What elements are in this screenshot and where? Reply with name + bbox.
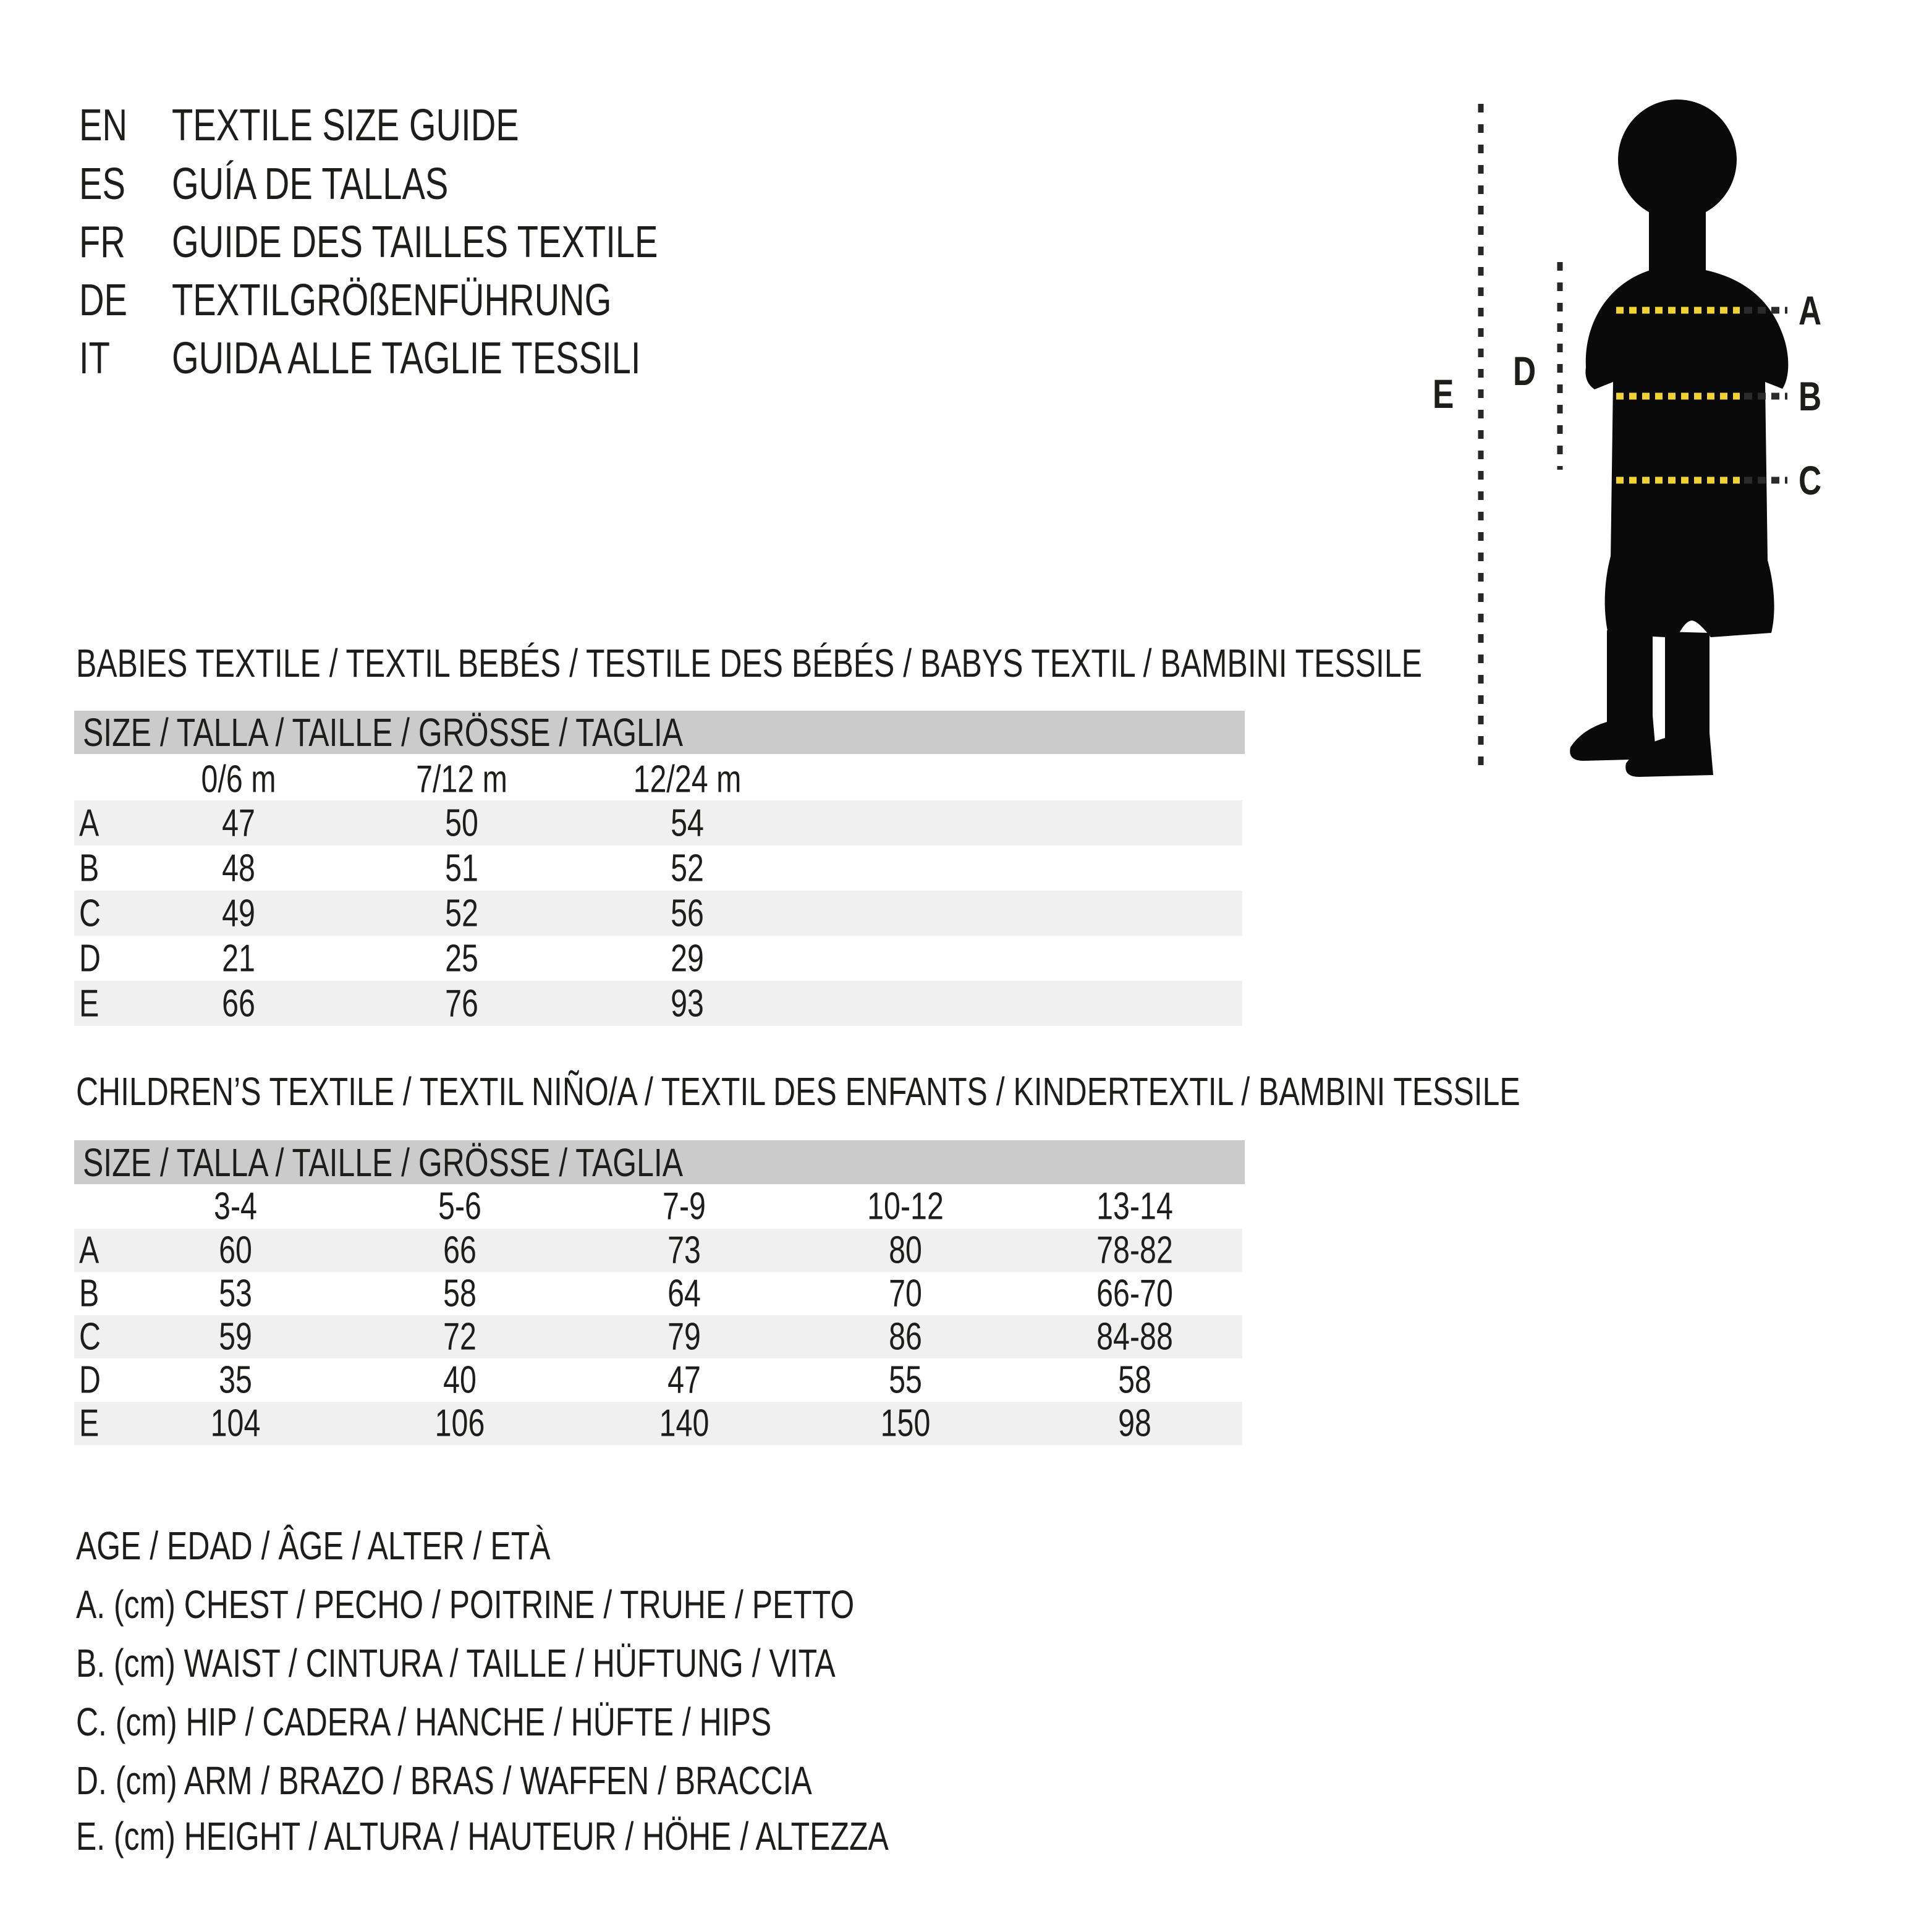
language-row xyxy=(79,329,944,388)
table-cell: 40 xyxy=(443,1358,477,1402)
row-label: B xyxy=(79,1272,100,1315)
babies-column-header-row xyxy=(74,757,1242,802)
legend-line-height: E. (cm) HEIGHT / ALTURA / HAUTEUR / HÖHE / ALTEZZA xyxy=(76,1813,889,1858)
table-cell: 35 xyxy=(219,1358,252,1402)
figure-label-b: B xyxy=(1799,373,1822,419)
column-header: 7-9 xyxy=(663,1185,706,1228)
table-row xyxy=(74,845,1242,891)
language-code: EN xyxy=(79,101,128,150)
table-row xyxy=(74,1402,1242,1445)
legend-line-waist: B. (cm) WAIST / CINTURA / TAILLE / HÜFTUNG / VITA xyxy=(76,1640,836,1685)
table-row xyxy=(74,1272,1242,1315)
table-cell: 84-88 xyxy=(1096,1315,1173,1358)
language-title: TEXTILE SIZE GUIDE xyxy=(172,101,519,150)
table-cell: 50 xyxy=(445,802,478,844)
children-section-title: CHILDREN’S TEXTILE / TEXTIL NIÑO/A / TEXTIL DES ENFANTS / KINDERTEXTIL / BAMBINI TESSILE xyxy=(76,1069,1520,1114)
column-header: 0/6 m xyxy=(201,758,276,801)
row-label: C xyxy=(79,1315,101,1358)
size-header-label: SIZE / TALLA / TAILLE / GRÖSSE / TAGLIA xyxy=(83,1140,684,1185)
row-label: B xyxy=(79,847,100,889)
table-cell: 78-82 xyxy=(1096,1229,1173,1272)
legend-line-chest: A. (cm) CHEST / PECHO / POITRINE / TRUHE / PETTO xyxy=(76,1582,855,1627)
language-code: FR xyxy=(79,218,125,267)
row-label: D xyxy=(79,937,101,980)
table-cell: 54 xyxy=(671,802,704,844)
table-cell: 47 xyxy=(222,802,255,844)
column-header: 13-14 xyxy=(1096,1185,1173,1228)
language-row xyxy=(79,96,944,155)
table-cell: 58 xyxy=(443,1272,477,1315)
column-header: 5-6 xyxy=(438,1185,481,1228)
table-row xyxy=(74,936,1242,981)
language-code: ES xyxy=(79,159,125,209)
table-row xyxy=(74,800,1242,845)
row-label: A xyxy=(79,1229,100,1272)
language-row xyxy=(79,271,944,329)
table-cell: 25 xyxy=(445,937,478,980)
table-cell: 59 xyxy=(219,1315,252,1358)
figure-label-d: D xyxy=(1513,348,1536,394)
column-header: 3-4 xyxy=(214,1185,257,1228)
figure-label-e: E xyxy=(1433,371,1454,417)
legend-line-age: AGE / EDAD / ÂGE / ALTER / ETÀ xyxy=(76,1523,551,1568)
table-row xyxy=(74,981,1242,1026)
table-cell: 48 xyxy=(222,847,255,889)
figure-label-c: C xyxy=(1799,457,1822,503)
table-row xyxy=(74,891,1242,936)
language-code: DE xyxy=(79,276,128,325)
row-label: D xyxy=(79,1358,101,1402)
legend-line-hip: C. (cm) HIP / CADERA / HANCHE / HÜFTE / HIPS xyxy=(76,1699,772,1744)
table-cell: 104 xyxy=(210,1402,261,1445)
table-cell: 64 xyxy=(667,1272,701,1315)
language-title: GUIDE DES TAILLES TEXTILE xyxy=(172,218,658,267)
size-header-label: SIZE / TALLA / TAILLE / GRÖSSE / TAGLIA xyxy=(83,710,684,755)
table-cell: 66-70 xyxy=(1096,1272,1173,1315)
table-row xyxy=(74,1315,1242,1358)
table-cell: 70 xyxy=(889,1272,922,1315)
babies-section-title: BABIES TEXTILE / TEXTIL BEBÉS / TESTILE DES BÉBÉS / BABYS TEXTIL / BAMBINI TESSILE xyxy=(76,641,1422,685)
language-row xyxy=(79,155,944,213)
language-row xyxy=(79,213,944,271)
table-cell: 86 xyxy=(889,1315,922,1358)
table-cell: 52 xyxy=(445,892,478,934)
table-cell: 29 xyxy=(671,937,704,980)
table-cell: 98 xyxy=(1118,1402,1151,1445)
silhouette-shorts xyxy=(1605,556,1774,638)
table-cell: 49 xyxy=(222,892,255,934)
table-cell: 47 xyxy=(667,1358,701,1402)
legend-line-arm: D. (cm) ARM / BRAZO / BRAS / WAFFEN / BRACCIA xyxy=(76,1758,812,1803)
row-label: E xyxy=(79,1402,100,1445)
row-label: A xyxy=(79,802,100,844)
language-code: IT xyxy=(79,334,110,383)
language-title: GUIDA ALLE TAGLIE TESSILI xyxy=(172,334,641,383)
table-cell: 58 xyxy=(1118,1358,1151,1402)
table-cell: 80 xyxy=(889,1229,922,1272)
table-cell: 51 xyxy=(445,847,478,889)
children-table-header-bar xyxy=(74,1140,1245,1184)
table-cell: 106 xyxy=(434,1402,485,1445)
table-cell: 66 xyxy=(443,1229,477,1272)
column-header: 7/12 m xyxy=(416,758,507,801)
table-cell: 140 xyxy=(659,1402,710,1445)
table-cell: 79 xyxy=(667,1315,701,1358)
column-header: 12/24 m xyxy=(633,758,742,801)
table-cell: 73 xyxy=(667,1229,701,1272)
table-cell: 21 xyxy=(222,937,255,980)
table-cell: 93 xyxy=(671,982,704,1025)
language-title: GUÍA DE TALLAS xyxy=(172,159,449,209)
children-column-header-row xyxy=(74,1184,1242,1229)
table-cell: 56 xyxy=(671,892,704,934)
table-cell: 55 xyxy=(889,1358,922,1402)
figure-label-a: A xyxy=(1799,287,1822,333)
row-label: C xyxy=(79,892,101,934)
table-cell: 66 xyxy=(222,982,255,1025)
table-cell: 76 xyxy=(445,982,478,1025)
column-header: 10-12 xyxy=(867,1185,944,1228)
table-cell: 150 xyxy=(880,1402,931,1445)
table-cell: 60 xyxy=(219,1229,252,1272)
measurement-figure xyxy=(1421,87,1904,803)
table-row xyxy=(74,1229,1242,1272)
row-label: E xyxy=(79,982,100,1025)
babies-table-header-bar xyxy=(74,711,1245,754)
table-cell: 72 xyxy=(443,1315,477,1358)
language-title: TEXTILGRÖßENFÜHRUNG xyxy=(172,276,612,325)
table-cell: 53 xyxy=(219,1272,252,1315)
table-cell: 52 xyxy=(671,847,704,889)
table-row xyxy=(74,1358,1242,1402)
